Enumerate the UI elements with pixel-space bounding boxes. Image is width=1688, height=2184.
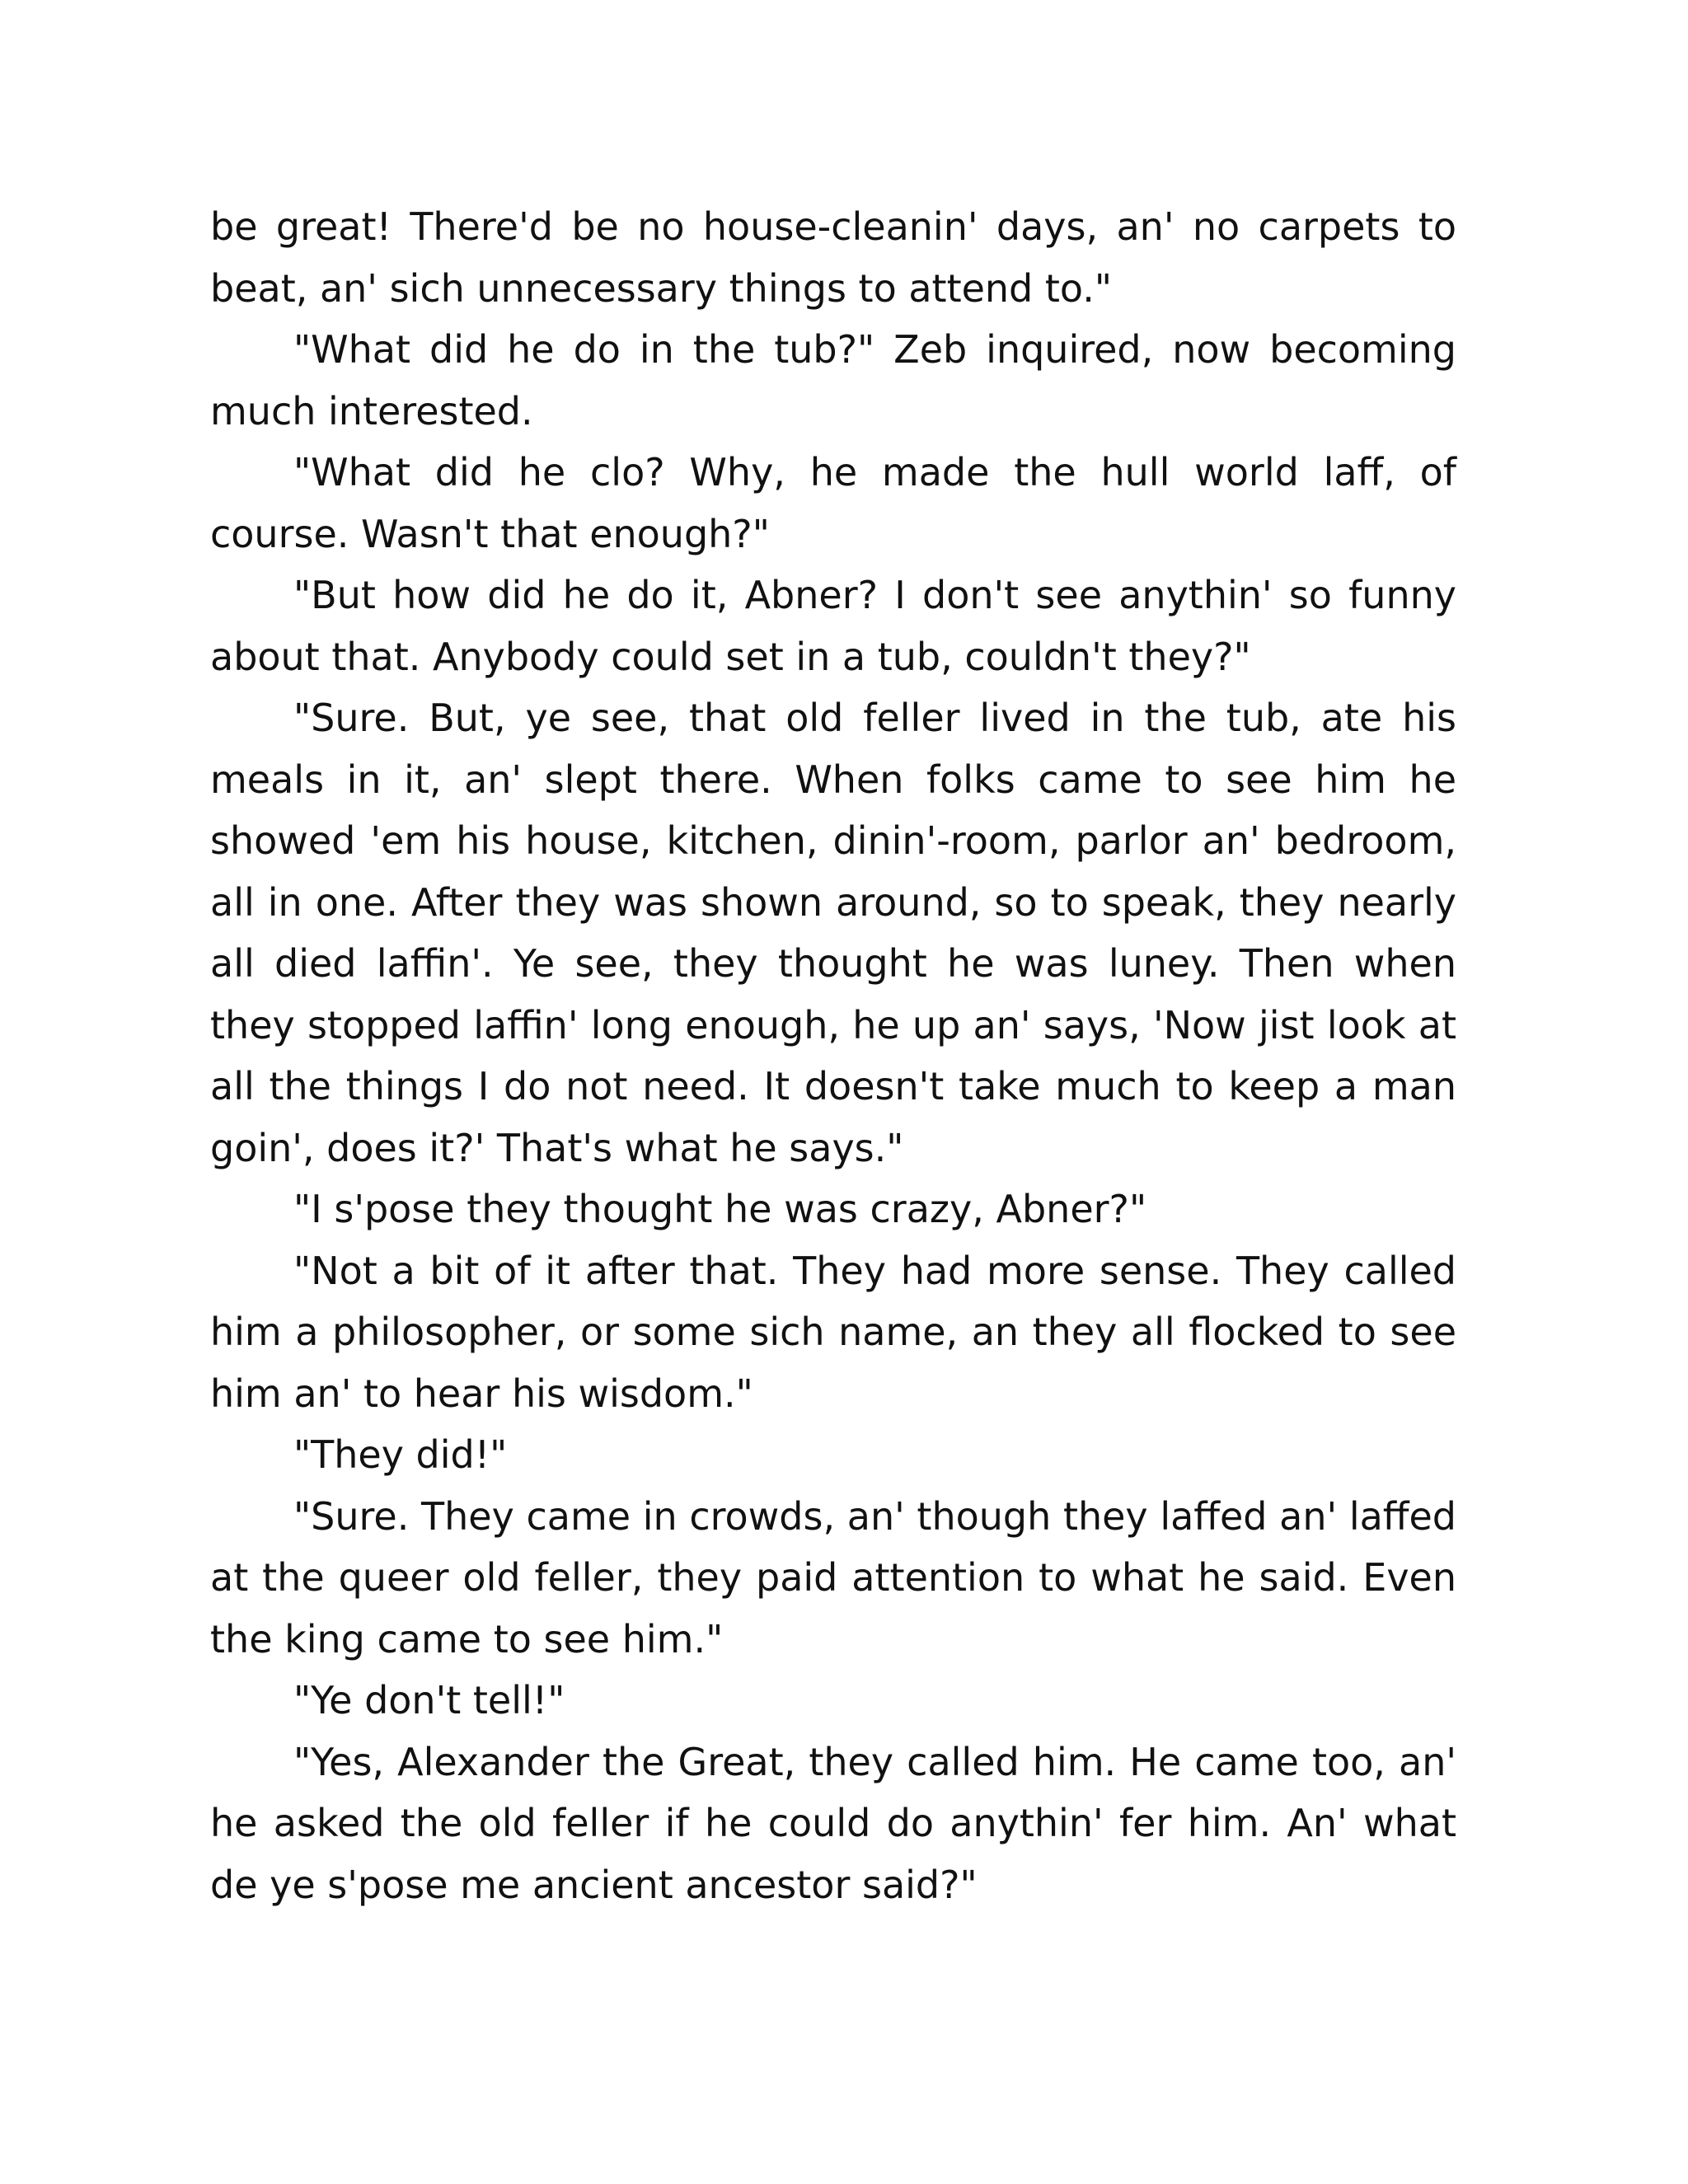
paragraph: "They did!" — [293, 1432, 508, 1477]
page-body — [210, 196, 1456, 1915]
paragraph: "Not a bit of it after that. They had more sense. They called him a philosopher, or some sich name, an they all flocked to see him an' to hear his wisdom." — [210, 1248, 1456, 1416]
paragraph: "Sure. But, ye see, that old feller lived in the tub, ate his meals in it, an' slept there. When folks came to see him he showed 'em his house, kitchen, dinin'-room, parlor an' bedroom, all in one. After they was shown around, so to speak, they nearly all died laffin'. Ye see, they thought he was luney. Then when they stopped laffin' long enough, he up an' says, 'Now jist look at all the things I do not need. It doesn't take much to keep a man goin', does it?' That's what he says." — [210, 696, 1456, 1170]
paragraph: "What did he clo? Why, he made the hull world laff, of course. Wasn't that enough?" — [210, 450, 1456, 556]
paragraph-continuation: be great! There'd be no house-cleanin' days, an' no carpets to beat, an' sich unnecessary things to attend to." — [210, 204, 1456, 311]
paragraph: "Yes, Alexander the Great, they called him. He came too, an' he asked the old feller if he could do anythin' fer him. An' what de ye s'pose me ancient ancestor said?" — [210, 1739, 1456, 1907]
paragraph: "What did he do in the tub?" Zeb inquired, now becoming much interested. — [210, 327, 1456, 434]
paragraph: "But how did he do it, Abner? I don't see anythin' so funny about that. Anybody could set in a tub, couldn't they?" — [210, 573, 1456, 679]
paragraph: "I s'pose they thought he was crazy, Abner?" — [293, 1187, 1147, 1231]
paragraph: "Ye don't tell!" — [293, 1678, 565, 1722]
paragraph: "Sure. They came in crowds, an' though they laffed an' laffed at the queer old feller, they paid attention to what he said. Even the king came to see him." — [210, 1493, 1456, 1661]
